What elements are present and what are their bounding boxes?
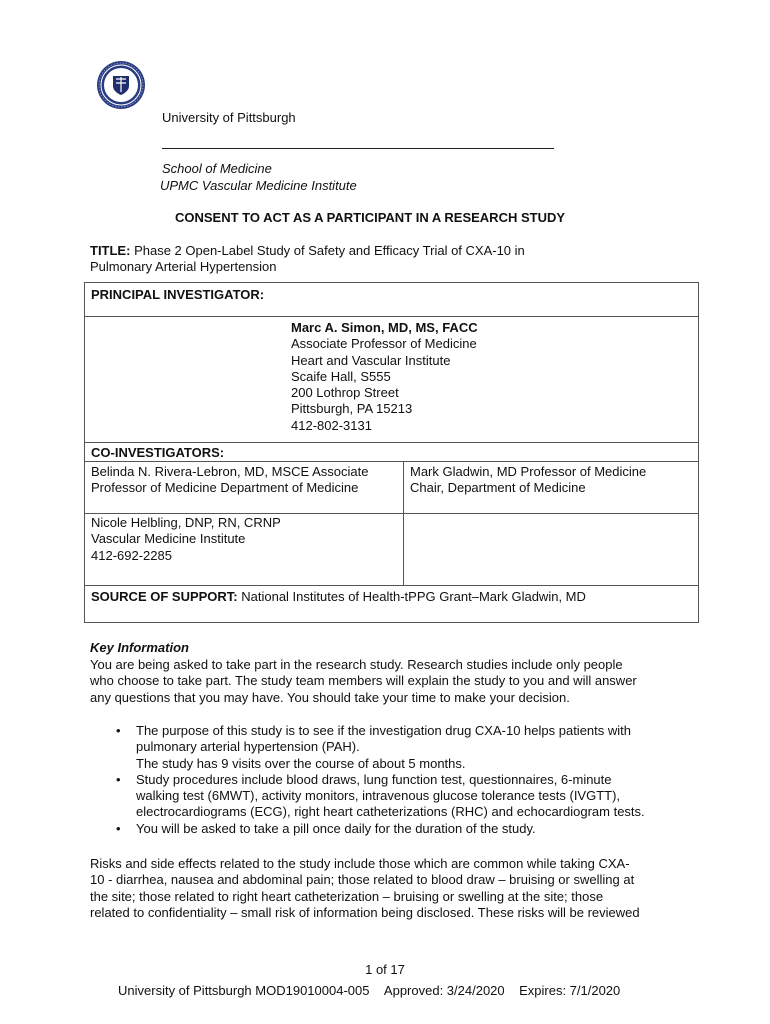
bullet-marker: • xyxy=(116,820,121,836)
coinvestigator-line: Professor of Medicine Department of Medicine xyxy=(91,480,359,496)
consent-title: CONSENT TO ACT AS A PARTICIPANT IN A RESEARCH STUDY xyxy=(175,210,566,225)
pi-line: 200 Lothrop Street xyxy=(291,385,399,401)
study-title xyxy=(90,243,525,276)
pi-name: Marc A. Simon, MD, MS, FACC xyxy=(291,320,478,335)
footer-expires: Expires: 7/1/2020 xyxy=(519,983,621,998)
support-label: SOURCE OF SUPPORT: xyxy=(91,589,238,604)
coinvestigators-heading: CO-INVESTIGATORS: xyxy=(91,445,225,460)
coinvestigator-line: Belinda N. Rivera-Lebron, MD, MSCE Associate xyxy=(91,464,369,479)
coinvestigator-cell-empty xyxy=(403,513,699,586)
school-name: School of Medicine xyxy=(162,161,272,176)
pi-line: Heart and Vascular Institute xyxy=(291,352,451,368)
coinvestigator-line: 412-692-2285 xyxy=(91,547,172,563)
bullet-marker: • xyxy=(116,723,121,738)
coinvestigator-cell-2 xyxy=(403,461,699,514)
risks-paragraph xyxy=(90,856,640,921)
institute-name: UPMC Vascular Medicine Institute xyxy=(160,178,357,193)
bullet-line: The study has 9 visits over the course of about 5 months. xyxy=(136,755,466,771)
coinvestigator-line: Chair, Department of Medicine xyxy=(410,480,586,496)
paragraph-line: any questions that you may have. You should take your time to make your decision. xyxy=(90,689,570,705)
pi-line: Scaife Hall, S555 xyxy=(291,368,391,384)
pi-heading-cell xyxy=(84,282,699,317)
paragraph-line: the site; those related to right heart catheterization – bruising or swelling at the site; those xyxy=(90,888,604,904)
support-text: National Institutes of Health-tPPG Grant–Mark Gladwin, MD xyxy=(241,589,586,604)
list-item xyxy=(90,821,645,837)
bullet-marker: • xyxy=(116,771,121,787)
paragraph-line: Risks and side effects related to the study include those which are common while taking CXA- xyxy=(90,856,630,871)
paragraph-line: 10 - diarrhea, nausea and abdominal pain; those related to blood draw – bruising or swelling at xyxy=(90,872,635,888)
study-title-line2: Pulmonary Arterial Hypertension xyxy=(90,259,277,275)
key-info-bullets xyxy=(90,723,645,837)
paragraph-line: who choose to take part. The study team members will explain the study to you and will answer xyxy=(90,673,637,689)
coinvestigator-line: Nicole Helbling, DNP, RN, CRNP xyxy=(91,515,281,530)
pi-line: 412-802-3131 xyxy=(291,417,372,433)
key-info-heading: Key Information xyxy=(90,640,189,655)
paragraph-line: You are being asked to take part in the research study. Research studies include only people xyxy=(90,657,623,672)
key-info-intro xyxy=(90,657,637,706)
footer-approval xyxy=(118,983,620,999)
pi-line: Pittsburgh, PA 15213 xyxy=(291,401,413,417)
study-title-label: TITLE: xyxy=(90,243,131,258)
bullet-line: Study procedures include blood draws, lung function test, questionnaires, 6-minute xyxy=(136,771,612,787)
coinvestigator-line: Mark Gladwin, MD Professor of Medicine xyxy=(410,464,647,479)
university-name: University of Pittsburgh xyxy=(162,110,296,125)
list-item xyxy=(90,772,645,821)
pi-heading: PRINCIPAL INVESTIGATOR: xyxy=(91,287,265,302)
bullet-line: pulmonary arterial hypertension (PAH). xyxy=(136,739,360,755)
bullet-line: The purpose of this study is to see if the investigation drug CXA-10 helps patients with xyxy=(136,723,631,738)
coinvestigator-line: Vascular Medicine Institute xyxy=(91,531,246,547)
footer-approved: Approved: 3/24/2020 xyxy=(383,983,505,998)
header-rule xyxy=(162,148,554,149)
coinvestigator-cell-3 xyxy=(84,513,404,586)
footer-institution: University of Pittsburgh MOD19010004-005 xyxy=(118,983,370,998)
bullet-line: walking test (6MWT), activity monitors, intravenous glucose tolerance tests (IVGTT), xyxy=(136,788,621,804)
list-item xyxy=(90,723,645,772)
paragraph-line: related to confidentiality – small risk of information being disclosed. These risks will be reviewed xyxy=(90,904,640,920)
pi-details xyxy=(291,320,478,434)
bullet-line: electrocardiograms (ECG), right heart catheterizations (RHC) and echocardiogram tests. xyxy=(136,804,645,820)
support-cell xyxy=(84,585,699,623)
page-number: 1 of 17 xyxy=(365,962,405,977)
pi-details-cell xyxy=(84,316,699,443)
pi-line: Associate Professor of Medicine xyxy=(291,336,477,352)
coinvestigator-cell-1 xyxy=(84,461,404,514)
study-title-line1: Phase 2 Open-Label Study of Safety and Efficacy Trial of CXA-10 in xyxy=(134,243,525,258)
university-seal-logo xyxy=(96,60,146,110)
bullet-line: You will be asked to take a pill once daily for the duration of the study. xyxy=(136,820,536,836)
coinvestigators-heading-cell xyxy=(84,442,699,462)
